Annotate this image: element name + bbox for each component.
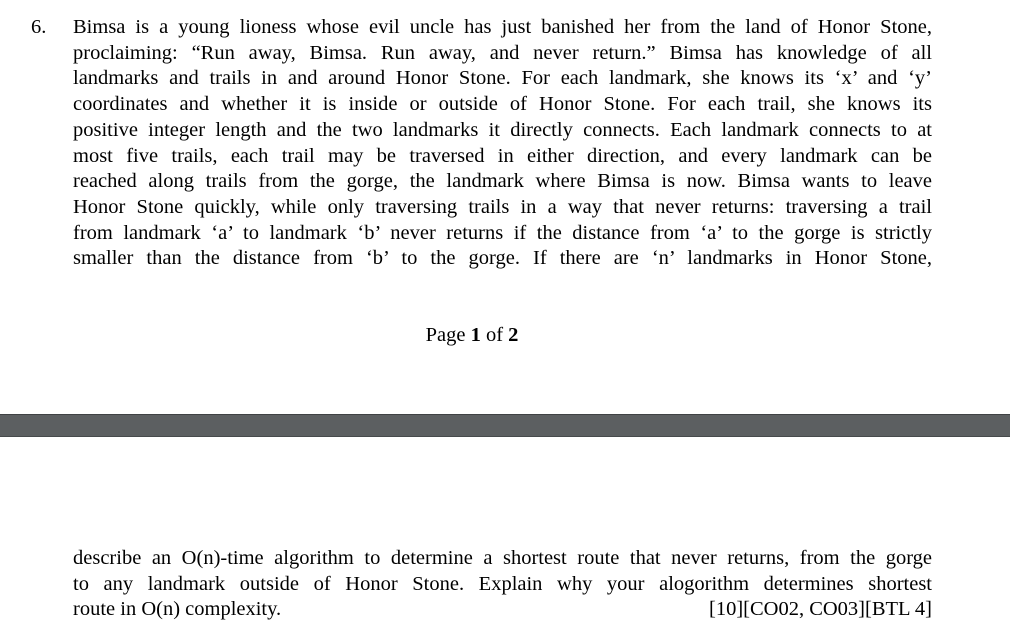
page-separator bbox=[0, 414, 1010, 437]
total-pages-number: 2 bbox=[508, 324, 519, 346]
page-word: Page bbox=[425, 324, 466, 346]
question-line: most five trails, each trail may be traversed in either direction, and every landmark can be bbox=[73, 144, 932, 167]
page-footer bbox=[0, 322, 944, 348]
question-line: coordinates and whether it is inside or outside of Honor Stone. For each trail, she knows its bbox=[73, 93, 932, 116]
question-line: to any landmark outside of Honor Stone. Explain why your alogorithm determines shortest bbox=[73, 572, 932, 595]
question-text-part-2 bbox=[73, 546, 932, 623]
question-line: Bimsa is a young lioness whose evil uncle has just banished her from the land of Honor Stone, bbox=[73, 16, 932, 38]
question-line: reached along trails from the gorge, the landmark where Bimsa is now. Bimsa wants to leave bbox=[73, 170, 932, 193]
question-number: 6. bbox=[31, 16, 47, 38]
question-line: smaller than the distance from ‘b’ to the gorge. If there are ‘n’ landmarks in Honor Stone, bbox=[73, 247, 932, 270]
current-page-number: 1 bbox=[470, 324, 481, 346]
of-word: of bbox=[485, 324, 504, 346]
question-line: describe an O(n)-time algorithm to determine a shortest route that never returns, from the gorge bbox=[73, 547, 932, 569]
question-line: proclaiming: “Run away, Bimsa. Run away, and never return.” Bimsa has knowledge of all bbox=[73, 41, 932, 64]
document-page-2 bbox=[0, 437, 1010, 641]
question-text-part-1 bbox=[73, 15, 932, 272]
question-line: landmarks and trails in and around Honor Stone. For each landmark, she knows its ‘x’ and ‘y’ bbox=[73, 67, 932, 90]
marks-label: [10][CO02, CO03][BTL 4] bbox=[709, 598, 932, 621]
question-line: from landmark ‘a’ to landmark ‘b’ never returns if the distance from ‘a’ to the gorge is strictly bbox=[73, 221, 932, 244]
question-last-line bbox=[73, 597, 932, 623]
question-line: positive integer length and the two landmarks it directly connects. Each landmark connects to at bbox=[73, 118, 932, 141]
question-line: route in O(n) complexity. bbox=[73, 598, 282, 621]
question-line: Honor Stone quickly, while only traversing trails in a way that never returns: traversing a trail bbox=[73, 195, 932, 218]
